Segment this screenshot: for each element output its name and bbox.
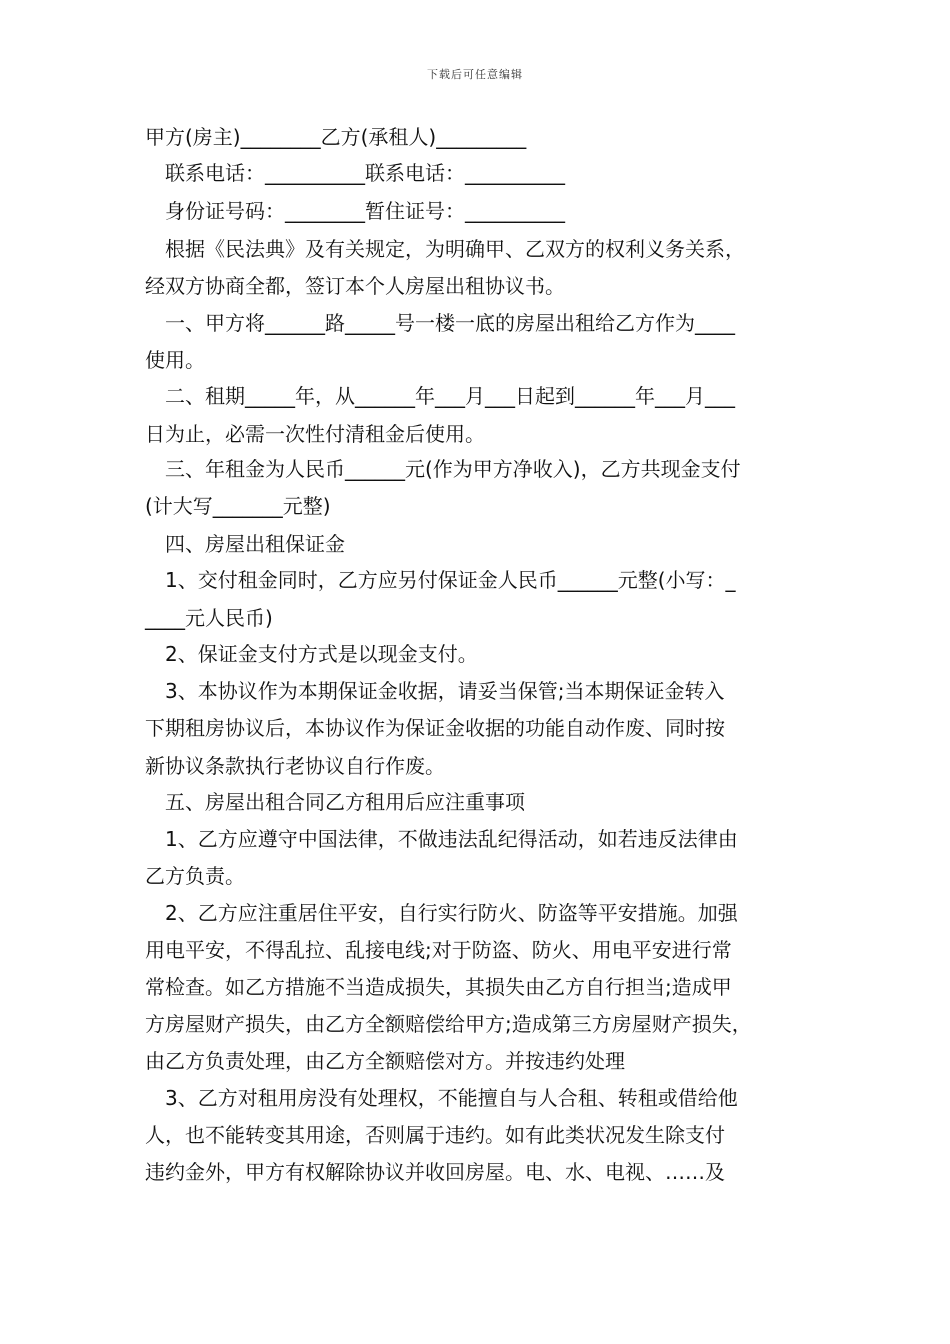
clause-heading: 一、甲方将______路_____号一楼一底的房屋出租给乙方作为____ [165,311,735,335]
phone-line: 联系电话：__________联系电话：__________ [165,161,565,185]
paragraph-line: 常检查。如乙方措施不当造成损失，其损失由乙方自行担当;造成甲 [145,975,732,999]
paragraph-line: 方房屋财产损失，由乙方全额赔偿给甲方;造成第三方房屋财产损失， [145,1012,752,1036]
page-header: 下载后可任意编辑 [427,68,523,81]
clause-item: 2、乙方应注重居住平安，自行实行防火、防盗等平安措施。加强 [165,901,738,925]
paragraph-line: 经双方协商全都，签订本个人房屋出租协议书。 [145,274,565,298]
section-heading: 四、房屋出租保证金 [165,532,345,556]
section-heading: 五、房屋出租合同乙方租用后应注重事项 [165,790,525,814]
paragraph-line: 根据《民法典》及有关规定，为明确甲、乙双方的权利义务关系， [165,237,745,261]
clause-heading: 三、年租金为人民币______元(作为甲方净收入)，乙方共现金支付 [165,457,741,481]
paragraph-line: 下期租房协议后，本协议作为保证金收据的功能自动作废、同时按 [145,716,725,740]
paragraph-line: ____元人民币) [145,606,273,630]
clause-item: 1、乙方应遵守中国法律，不做违法乱纪得活动，如若违反法律由 [165,827,738,851]
paragraph-line: 人，也不能转变其用途，否则属于违约。如有此类状况发生除支付 [145,1123,725,1147]
paragraph-line: 由乙方负责处理，由乙方全额赔偿对方。并按违约处理 [145,1049,625,1073]
clause-item: 2、保证金支付方式是以现金支付。 [165,642,478,666]
paragraph-line: 使用。 [145,348,205,372]
party-line: 甲方(房主)________乙方(承租人)_________ [145,125,527,149]
paragraph-line: (计大写_______元整) [145,494,331,518]
paragraph-line: 用电平安，不得乱拉、乱接电线;对于防盗、防火、用电平安进行常 [145,938,732,962]
paragraph-line: 乙方负责。 [145,864,245,888]
clause-item: 3、乙方对租用房没有处理权，不能擅自与人合租、转租或借给他 [165,1086,738,1110]
paragraph-line: 新协议条款执行老协议自行作废。 [145,754,445,778]
clause-item: 1、交付租金同时，乙方应另付保证金人民币______元整(小写：_ [165,568,736,592]
id-line: 身份证号码：________暂住证号：__________ [165,199,565,223]
clause-heading: 二、租期_____年，从______年___月___日起到______年___月___ [165,384,735,408]
paragraph-line: 违约金外，甲方有权解除协议并收回房屋。电、水、电视、……及 [145,1160,725,1184]
clause-item: 3、本协议作为本期保证金收据，请妥当保管;当本期保证金转入 [165,679,725,703]
paragraph-line: 日为止，必需一次性付清租金后使用。 [145,422,485,446]
